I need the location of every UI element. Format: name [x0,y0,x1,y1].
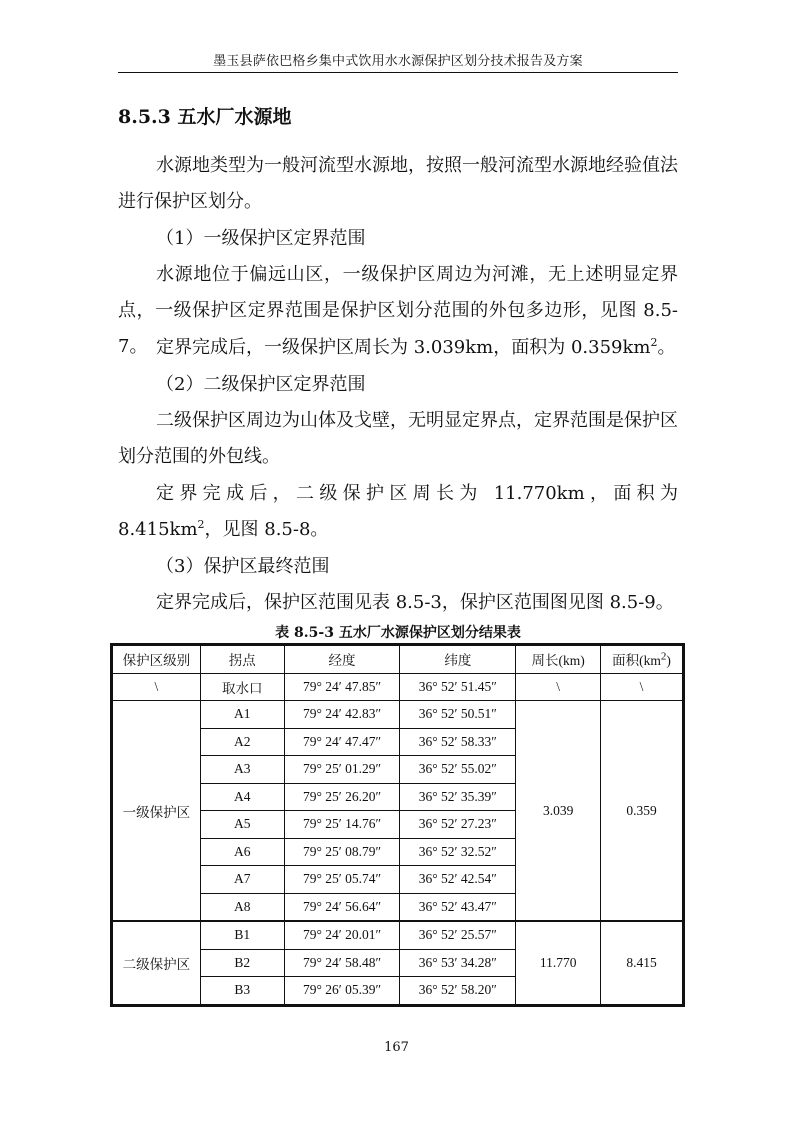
cell-point: A6 [200,838,284,866]
page-number: 167 [384,1040,409,1055]
level2-result-tail: ，见图 8.5-8。 [204,519,329,540]
cell-longitude: 79° 24′ 47.47″ [284,728,400,756]
result-table [112,645,683,1005]
paragraph-final: 定界完成后，保护区范围见表 8.5-3，保护区范围图见图 8.5-9。 [156,592,674,613]
cell-longitude: 79° 25′ 05.74″ [284,866,400,894]
cell-point: B2 [200,949,284,977]
cell-level2-perimeter: 11.770 [516,921,601,1004]
header-area-text: 面积(km [612,653,661,669]
cell-longitude: 79° 25′ 14.76″ [284,811,400,839]
header-area-superscript: 2 [660,650,667,663]
cell-latitude: 36° 52′ 35.39″ [400,783,516,811]
cell-point: B1 [200,921,284,949]
cell-point: A1 [200,701,284,729]
cell-area: \ [601,673,683,701]
table-row [113,701,683,729]
cell-level2-area: 8.415 [601,921,683,1004]
paragraph-level2-result [118,476,678,548]
cell-latitude: 36° 52′ 58.20″ [400,977,516,1005]
subheading-final: （3）保护区最终范围 [156,556,330,577]
cell-latitude: 36° 52′ 27.23″ [400,811,516,839]
header-latitude: 纬度 [400,646,516,674]
cell-point: A2 [200,728,284,756]
table-row-intake [113,673,683,701]
cell-latitude: 36° 52′ 25.57″ [400,921,516,949]
cell-point: A3 [200,756,284,784]
section-title: 8.5.3 五水厂水源地 [118,106,292,128]
level1-result-tail: 。 [657,337,676,358]
table-caption: 表 8.5-3 五水厂水源保护区划分结果表 [275,625,521,641]
cell-latitude: 36° 52′ 58.33″ [400,728,516,756]
paragraph-level1-result [118,330,678,366]
cell-latitude: 36° 52′ 50.51″ [400,701,516,729]
header-perimeter: 周长(km) [516,646,601,674]
header-area-close: ) [666,653,671,669]
level2-result-text: 定界完成后，二级保护区周长为 11.770km，面积为 8.415km [118,483,678,540]
cell-latitude: 36° 52′ 51.45″ [400,673,516,701]
paragraph-intro: 水源地类型为一般河流型水源地，按照一般河流型水源地经验值法进行保护区划分。 [118,155,678,212]
cell-level1-area: 0.359 [601,701,683,922]
cell-longitude: 79° 26′ 05.39″ [284,977,400,1005]
table-header-row [113,646,683,674]
header-point: 拐点 [200,646,284,674]
level1-result-superscript: 2 [650,336,658,349]
cell-point: B3 [200,977,284,1005]
header-level: 保护区级别 [113,646,201,674]
level2-result-superscript: 2 [197,518,205,531]
cell-longitude: 79° 25′ 08.79″ [284,838,400,866]
header-longitude: 经度 [284,646,400,674]
cell-longitude: 79° 25′ 26.20″ [284,783,400,811]
table-row [113,921,683,949]
header-area [601,646,683,674]
cell-point: A7 [200,866,284,894]
cell-level1-perimeter: 3.039 [516,701,601,922]
cell-latitude: 36° 52′ 42.54″ [400,866,516,894]
cell-level1-name: 一级保护区 [113,701,201,922]
cell-point: A8 [200,893,284,921]
subheading-level1: （1）一级保护区定界范围 [156,228,366,249]
cell-latitude: 36° 52′ 32.52″ [400,838,516,866]
cell-perimeter: \ [516,673,601,701]
paragraph-level2-boundary: 二级保护区周边为山体及戈壁，无明显定界点，定界范围是保护区划分范围的外包线。 [118,410,678,467]
cell-longitude: 79° 25′ 01.29″ [284,756,400,784]
cell-latitude: 36° 53′ 34.28″ [400,949,516,977]
cell-level2-name: 二级保护区 [113,921,201,1004]
paragraph-level1-boundary: 水源地位于偏远山区，一级保护区周边为河滩，无上述明显定界点，一级保护区定界范围是保护区划分范围的外包多边形，见图 8.5-7。 [118,264,678,357]
page-header: 墨玉县萨依巴格乡集中式饮用水水源保护区划分技术报告及方案 [213,54,583,69]
cell-level: \ [113,673,201,701]
cell-point: A4 [200,783,284,811]
cell-longitude: 79° 24′ 47.85″ [284,673,400,701]
cell-point: 取水口 [200,673,284,701]
header-rule [118,72,678,73]
cell-longitude: 79° 24′ 42.83″ [284,701,400,729]
subheading-level2: （2）二级保护区定界范围 [156,374,366,395]
cell-longitude: 79° 24′ 58.48″ [284,949,400,977]
cell-latitude: 36° 52′ 55.02″ [400,756,516,784]
cell-latitude: 36° 52′ 43.47″ [400,893,516,921]
cell-point: A5 [200,811,284,839]
cell-longitude: 79° 24′ 20.01″ [284,921,400,949]
cell-longitude: 79° 24′ 56.64″ [284,893,400,921]
level1-result-text: 定界完成后，一级保护区周长为 3.039km，面积为 0.359km [156,337,651,358]
